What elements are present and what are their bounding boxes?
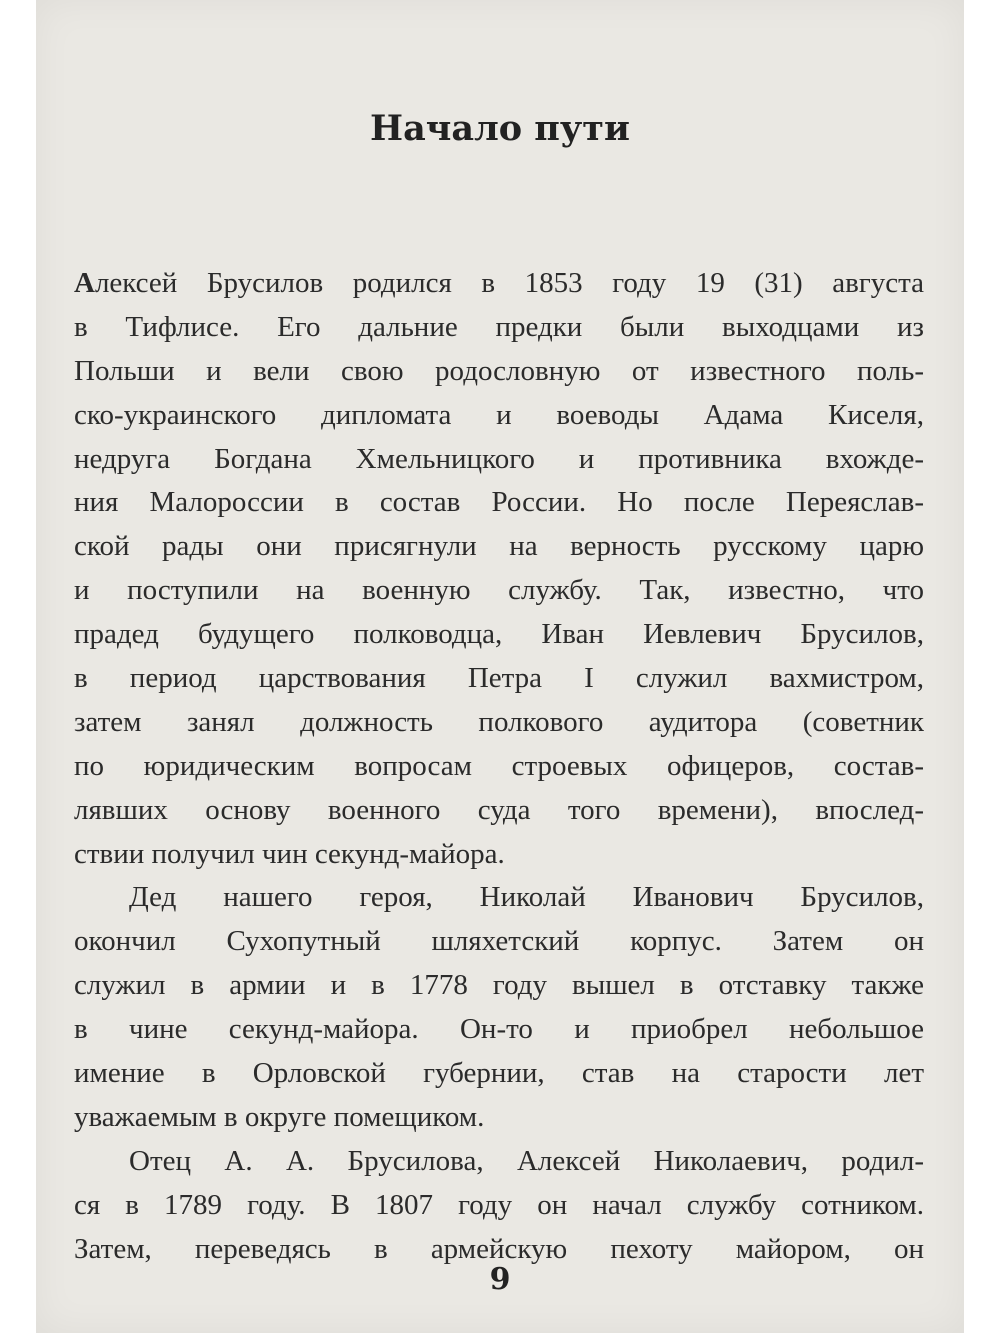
text-line: и поступили на военную службу. Так, известно, что [74, 574, 924, 607]
body-text [74, 262, 924, 1271]
text-line: ствии получил чин секунд-майора. [74, 837, 505, 870]
text-line: ской рады они присягнули на верность русскому царю [74, 530, 924, 563]
text-line: Затем, переведясь в армейскую пехоту майором, он [74, 1232, 924, 1265]
text-line: Отец А. А. Брусилова, Алексей Николаевич, родил- [129, 1144, 924, 1177]
text-line: прадед будущего полководца, Иван Иевлевич Брусилов, [74, 618, 924, 651]
text-line: в период царствования Петра I служил вахмистром, [74, 662, 924, 695]
text-line: по юридическим вопросам строевых офицеров, состав- [74, 749, 924, 782]
text-line: в Тифлисе. Его дальние предки были выходцами из [74, 310, 924, 343]
text-line: лявших основу военного суда того времени), впослед- [74, 793, 924, 826]
text-line [74, 262, 924, 306]
text-line: в чине секунд-майора. Он-то и приобрел небольшое [74, 1013, 924, 1046]
page-number: 9 [489, 1262, 511, 1297]
text-line: имение в Орловской губернии, став на старости лет [74, 1057, 924, 1090]
text-line: служил в армии и в 1778 году вышел в отставку также [74, 969, 924, 1002]
text-line: Польши и вели свою родословную от известного поль- [74, 354, 924, 387]
chapter-title: Начало пути [370, 108, 630, 149]
text-line: ния Малороссии в состав России. Но после Переяслав- [74, 486, 924, 519]
text-line: недруга Богдана Хмельницкого и противника вхожде- [74, 442, 924, 475]
text-line: уважаемым в округе помещиком. [74, 1100, 485, 1133]
text-line: Дед нашего героя, Николай Иванович Брусилов, [129, 881, 924, 914]
text-line: ся в 1789 году. В 1807 году он начал службу сотником. [74, 1188, 924, 1221]
text-line: окончил Сухопутный шляхетский корпус. Затем он [74, 925, 924, 958]
drop-cap-letter: А [74, 267, 95, 299]
text-line: ско-украинского дипломата и воеводы Адама Киселя, [74, 398, 924, 431]
book-page [36, 0, 964, 1333]
text-line: затем занял должность полкового аудитора (советник [74, 705, 924, 738]
first-line-rest: лексей Брусилов родился в 1853 году 19 (31) августа [94, 267, 924, 299]
